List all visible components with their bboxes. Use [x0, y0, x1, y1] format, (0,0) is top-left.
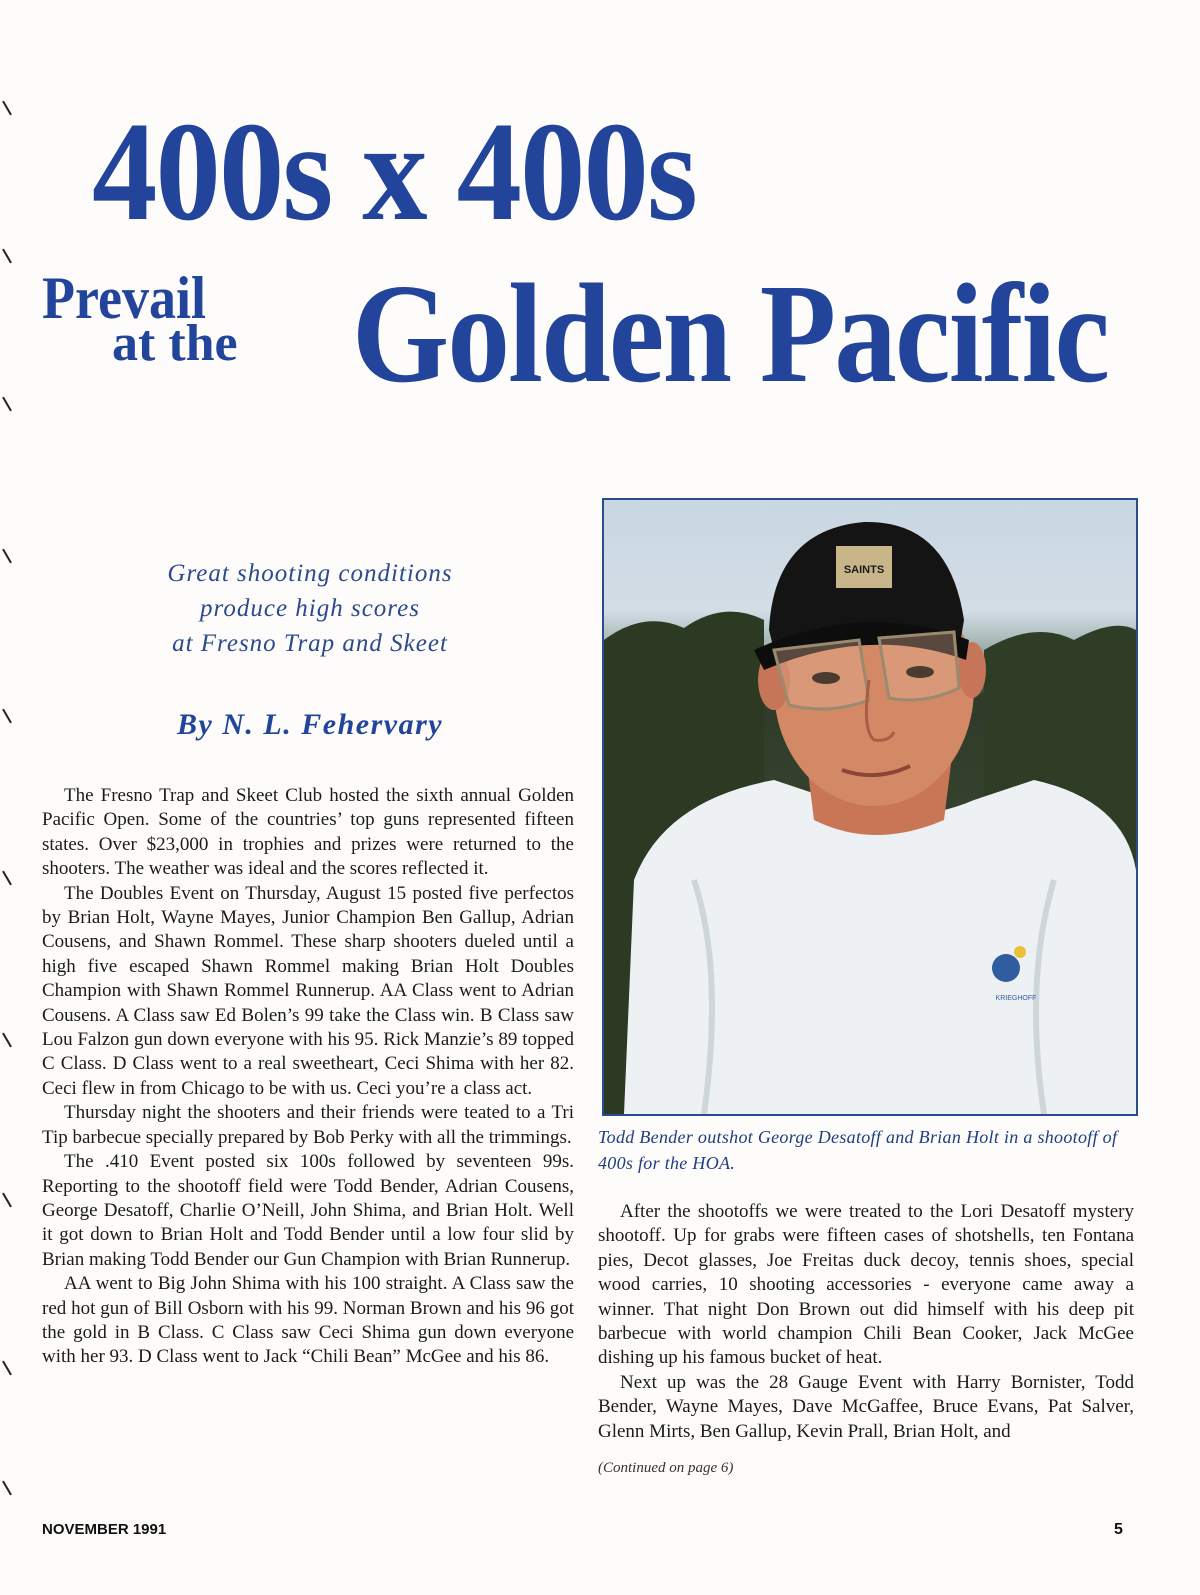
portrait-photo: [602, 498, 1138, 1116]
article-paragraph: After the shootoffs we were treated to the Lori Desatoff mystery shootoff. Up for grabs were fifteen cases of shotshells, ten Fontana pies, Decot glasses, Joe Freitas duck decoy, tennis shoes, special wood carries, 10 shooting accessories - everyone came away a winner. That night Don Brown out did himself with his deep pit barbecue with world champion Chili Bean Cooker, Jack McGee dishing up his famous bucket of heat.: [598, 1201, 1134, 1369]
issue-date: NOVEMBER 1991: [42, 1521, 167, 1538]
article-paragraph: The Fresno Trap and Skeet Club hosted the sixth annual Golden Pacific Open. Some of the countries’ top guns represented fifteen states. Over $23,000 in trophies and prizes were returned to the shooters. The weather was ideal and the scores reflected it.: [42, 785, 574, 880]
headline-prevail: Prevail: [42, 265, 206, 331]
article-paragraph: The .410 Event posted six 100s followed by seventeen 99s. Reporting to the shootoff field were Todd Bender, Adrian Cousens, George Desatoff, Charlie O’Neill, John Shima, and Brian Holt. Well it got down to Brian Holt and Todd Bender until a low four slid by Brian making Todd Bender our Gun Champion with Brian Runnerup.: [42, 1151, 574, 1270]
deck-line: Great shooting conditions: [167, 560, 453, 587]
byline: By N. L. Fehervary: [176, 708, 444, 741]
cap-logo-text: SAINTS: [843, 564, 885, 576]
article-deck: [100, 556, 520, 661]
article-paragraph: Next up was the 28 Gauge Event with Harry Bornister, Todd Bender, Wayne Mayes, Dave McGaffee, Bruce Evans, Pat Salver, Glenn Mirts, Ben Gallup, Kevin Prall, Brian Holt, and: [598, 1371, 1134, 1442]
article-column-right: [598, 1200, 1134, 1444]
page-number: 5: [1114, 1521, 1123, 1538]
photo-caption: Todd Bender outshot George Desatoff and Brian Holt in a shootoff of 400s for the HOA.: [598, 1127, 1118, 1173]
article-paragraph: AA went to Big John Shima with his 100 straight. A Class saw the red hot gun of Bill Osborn with his 99. Norman Brown and his 96 got the gold in B Class. C Class saw Ceci Shima gun down everyone with her 93. D Class went to Jack “Chili Bean” McGee and his 86.: [42, 1273, 574, 1368]
deck-line: produce high scores: [200, 595, 420, 622]
headline-line-1: 400s x 400s: [92, 92, 697, 250]
shirt-logo-text: KRIEGHOFF: [995, 995, 1037, 1002]
headline-at-the: at the: [112, 315, 238, 372]
headline-prevail-at-the: [42, 265, 238, 372]
article-paragraph: The Doubles Event on Thursday, August 15 posted five perfectos by Brian Holt, Wayne Mayes, Junior Champion Ben Gallup, Adrian Cousens, and Shawn Rommel. These sharp shooters dueled until a high five escaped Shawn Rommel making Brian Holt Doubles Champion with Shawn Rommel Runnerup. AA Class went to Adrian Cousens. A Class saw Ed Bolen’s 99 take the Class win. B Class saw Lou Falzon gun down everyone with his 95. Rick Manzie’s 89 topped C Class. D Class went to a real sweetheart, Ceci Shima with her 82. Ceci flew in from Chicago to be with us. Ceci you’re a class act.: [42, 882, 574, 1099]
deck-line: at Fresno Trap and Skeet: [172, 630, 448, 657]
article-paragraph: Thursday night the shooters and their friends were teated to a Tri Tip barbecue specially prepared by Bob Perky with all the trimmings.: [42, 1102, 574, 1148]
article-column-left: [42, 784, 574, 1370]
continued-note: (Continued on page 6): [598, 1460, 734, 1476]
binding-margin-marks: [4, 0, 24, 1595]
headline-line-2: Golden Pacific: [352, 254, 1109, 412]
